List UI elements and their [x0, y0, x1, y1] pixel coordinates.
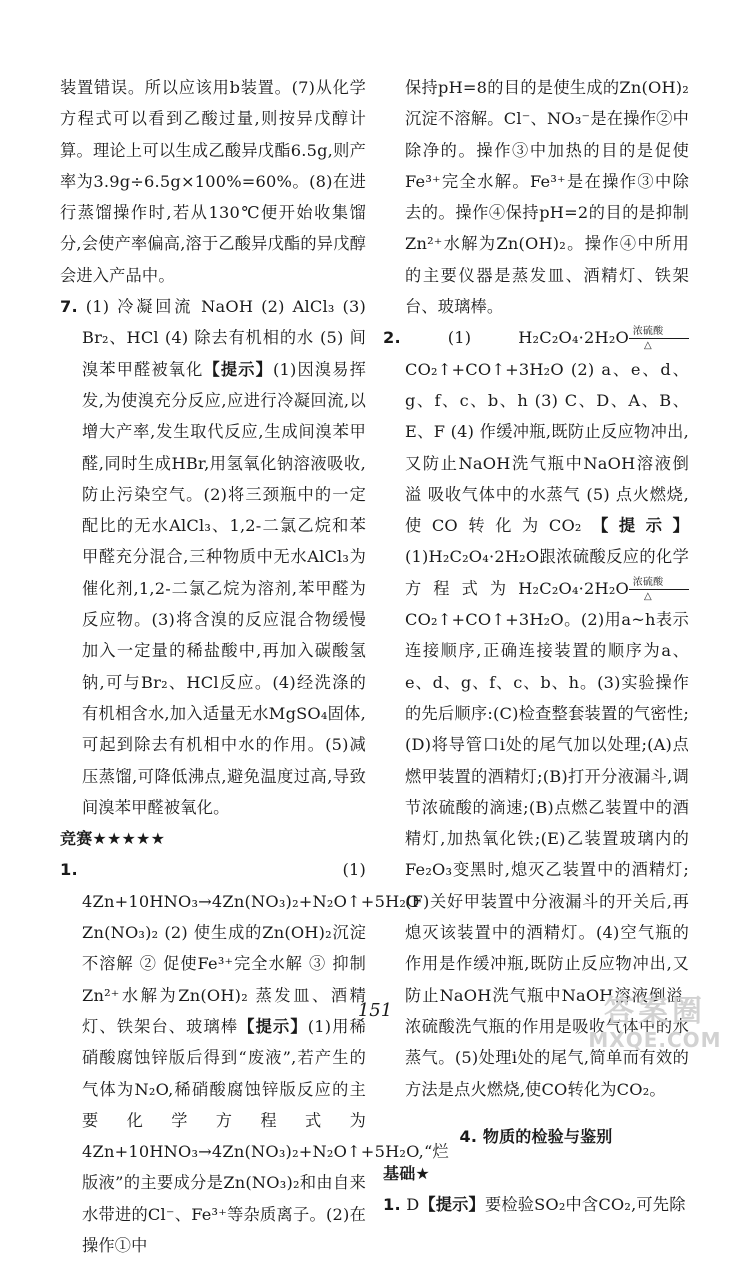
- answer-text-end: CO₂↑+CO↑+3H₂O (2) a、e、d、g、f、c、b、h (3) C、D、A、B、E、F (4) 作缓冲瓶,既防止反应物冲出,又防止NaOH洗气瓶中NaOH溶液倒溢 吸收气体中的水蒸气 (5) 点火燃烧,使CO转化为CO₂: [405, 359, 689, 536]
- reaction-arrow: [629, 577, 689, 602]
- answer-text: (1) 冷凝回流 NaOH (2) AlCl₃ (3) Br₂、HCl (4) 除去有机相的水 (5) 间溴苯甲醛被氧化: [82, 297, 366, 379]
- hint-text-start: (1)H₂C₂O₄·2H₂O跟浓硫酸反应的化学方程式为H₂C₂O₄·2H₂O: [405, 547, 689, 598]
- hint-label: 【提示】: [419, 1195, 485, 1215]
- question-7: [60, 291, 366, 823]
- reaction-arrow: [629, 326, 689, 351]
- reaction-condition: 浓硫酸: [632, 326, 664, 338]
- heat-symbol: △: [644, 590, 652, 602]
- hint-text: (1)用稀硝酸腐蚀锌版后得到“废液”,若产生的气体为N₂O,稀硝酸腐蚀锌版反应的主要化学方程式为4Zn+10HNO₃→4Zn(NO₃)₂+N₂O↑+5H₂O,“烂版液”的主要成分是Zn(NO₃)₂和由自来水带进的Cl⁻、Fe³⁺等杂质离子。(2)在操作①中: [82, 1016, 449, 1255]
- continued-paragraph: 保持pH=8的目的是使生成的Zn(OH)₂沉淀不溶解。Cl⁻、NO₃⁻是在操作②中除净的。操作③中加热的目的是促使Fe³⁺完全水解。Fe³⁺是在操作③中除去的。操作④保持pH=2的目的是抑制Zn²⁺水解为Zn(OH)₂。操作④中所用的主要仪器是蒸发皿、酒精灯、铁架台、玻璃棒。: [405, 78, 689, 317]
- section-title-basic: 基础★: [383, 1164, 430, 1184]
- continued-paragraph: 装置错误。所以应该用b装置。(7)从化学方程式可以看到乙酸过量,则按异戊醇计算。理论上可以生成乙酸异戊酯6.5g,则产率为3.9g÷6.5g×100%=60%。(8)在进行蒸馏操作时,若从130℃便开始收集馏分,会使产率偏高,溶于乙酸异戊酯的异戊醇会进入产品中。: [60, 78, 366, 285]
- section-title-competition: 竞赛★★★★★: [60, 829, 166, 849]
- watermark-logo: [580, 995, 730, 1055]
- reaction-arrow-line: [629, 338, 689, 339]
- reaction-condition: 浓硫酸: [632, 576, 664, 588]
- hint-label: 【提示】: [581, 516, 689, 536]
- hint-label: 【提示】: [238, 1016, 308, 1036]
- answer-text: D: [406, 1195, 420, 1215]
- question-number: 1.: [383, 1195, 401, 1215]
- question-2: [383, 322, 689, 1104]
- question-number: 7.: [60, 297, 78, 317]
- reaction-arrow-line: [629, 589, 689, 590]
- hint-text: (1)因溴易挥发,为使溴充分反应,应进行冷凝回流,以增大产率,发生取代反应,生成间溴苯甲醛,同时生成HBr,用氢氧化钠溶液吸收,防止污染空气。(2)将三颈瓶中的一定配比的无水AlCl₃、1,2-二氯乙烷和苯甲醛充分混合,三种物质中无水AlCl₃为催化剂,1,2-二氯乙烷为溶剂,苯甲醛为反应物。(3)将含溴的反应混合物缓慢加入一定量的稀盐酸中,再加入碳酸氢钠,可与Br₂、HCl反应。(4)经洗涤的有机相含水,加入适量无水MgSO₄固体,可起到除去有机相中水的作用。(5)减压蒸馏,可降低沸点,避免温度过高,导致间溴苯甲醛被氧化。: [82, 359, 366, 817]
- answer-text: (1) 4Zn+10HNO₃→4Zn(NO₃)₂+N₂O↑+5H₂O Zn(NO₃)₂ (2) 使生成的Zn(OH)₂沉淀不溶解 ② 促使Fe³⁺完全水解 ③ 抑制Zn²⁺水解为Zn(OH)₂ 蒸发皿、酒精灯、铁架台、玻璃棒: [82, 860, 420, 1036]
- question-number: 1.: [60, 860, 78, 880]
- section-title-detection: 4. 物质的检验与鉴别: [459, 1126, 613, 1146]
- basic-question-1: [383, 1189, 689, 1220]
- hint-label: 【提示】: [203, 359, 273, 379]
- watermark-chinese: 答案圈: [604, 994, 706, 1029]
- page-number: 151: [357, 1000, 393, 1021]
- watermark-url: MXQE.COM: [588, 1028, 722, 1052]
- question-number: 2.: [383, 328, 401, 348]
- hint-text: 要检验SO₂中含CO₂,可先除: [484, 1195, 686, 1215]
- heat-symbol: △: [644, 340, 652, 352]
- answer-text-start: (1) H₂C₂O₄·2H₂O: [447, 328, 629, 348]
- hint-text-end: CO₂↑+CO↑+3H₂O。(2)用a~h表示连接顺序,正确连接装置的顺序为a、e、d、g、f、c、b、h。(3)实验操作的先后顺序:(C)检查整套装置的气密性;(D)将导管口i处的尾气加以处理;(A)点燃甲装置的酒精灯;(B)打开分液漏斗,调节浓硫酸的滴速;(B)点燃乙装置中的酒精灯,加热氧化铁;(E)乙装置玻璃内的Fe₂O₃变黑时,熄灭乙装置中的酒精灯;(F)关好甲装置中分液漏斗的开关后,再熄灭该装置中的酒精灯。(4)空气瓶的作用是作缓冲瓶,既防止反应物冲出,又防止NaOH洗气瓶中NaOH溶液倒溢,浓硫酸洗气瓶的作用是吸收气体中的水蒸气。(5)处理i处的尾气,简单而有效的方法是点火燃烧,使CO转化为CO₂。: [405, 610, 689, 1099]
